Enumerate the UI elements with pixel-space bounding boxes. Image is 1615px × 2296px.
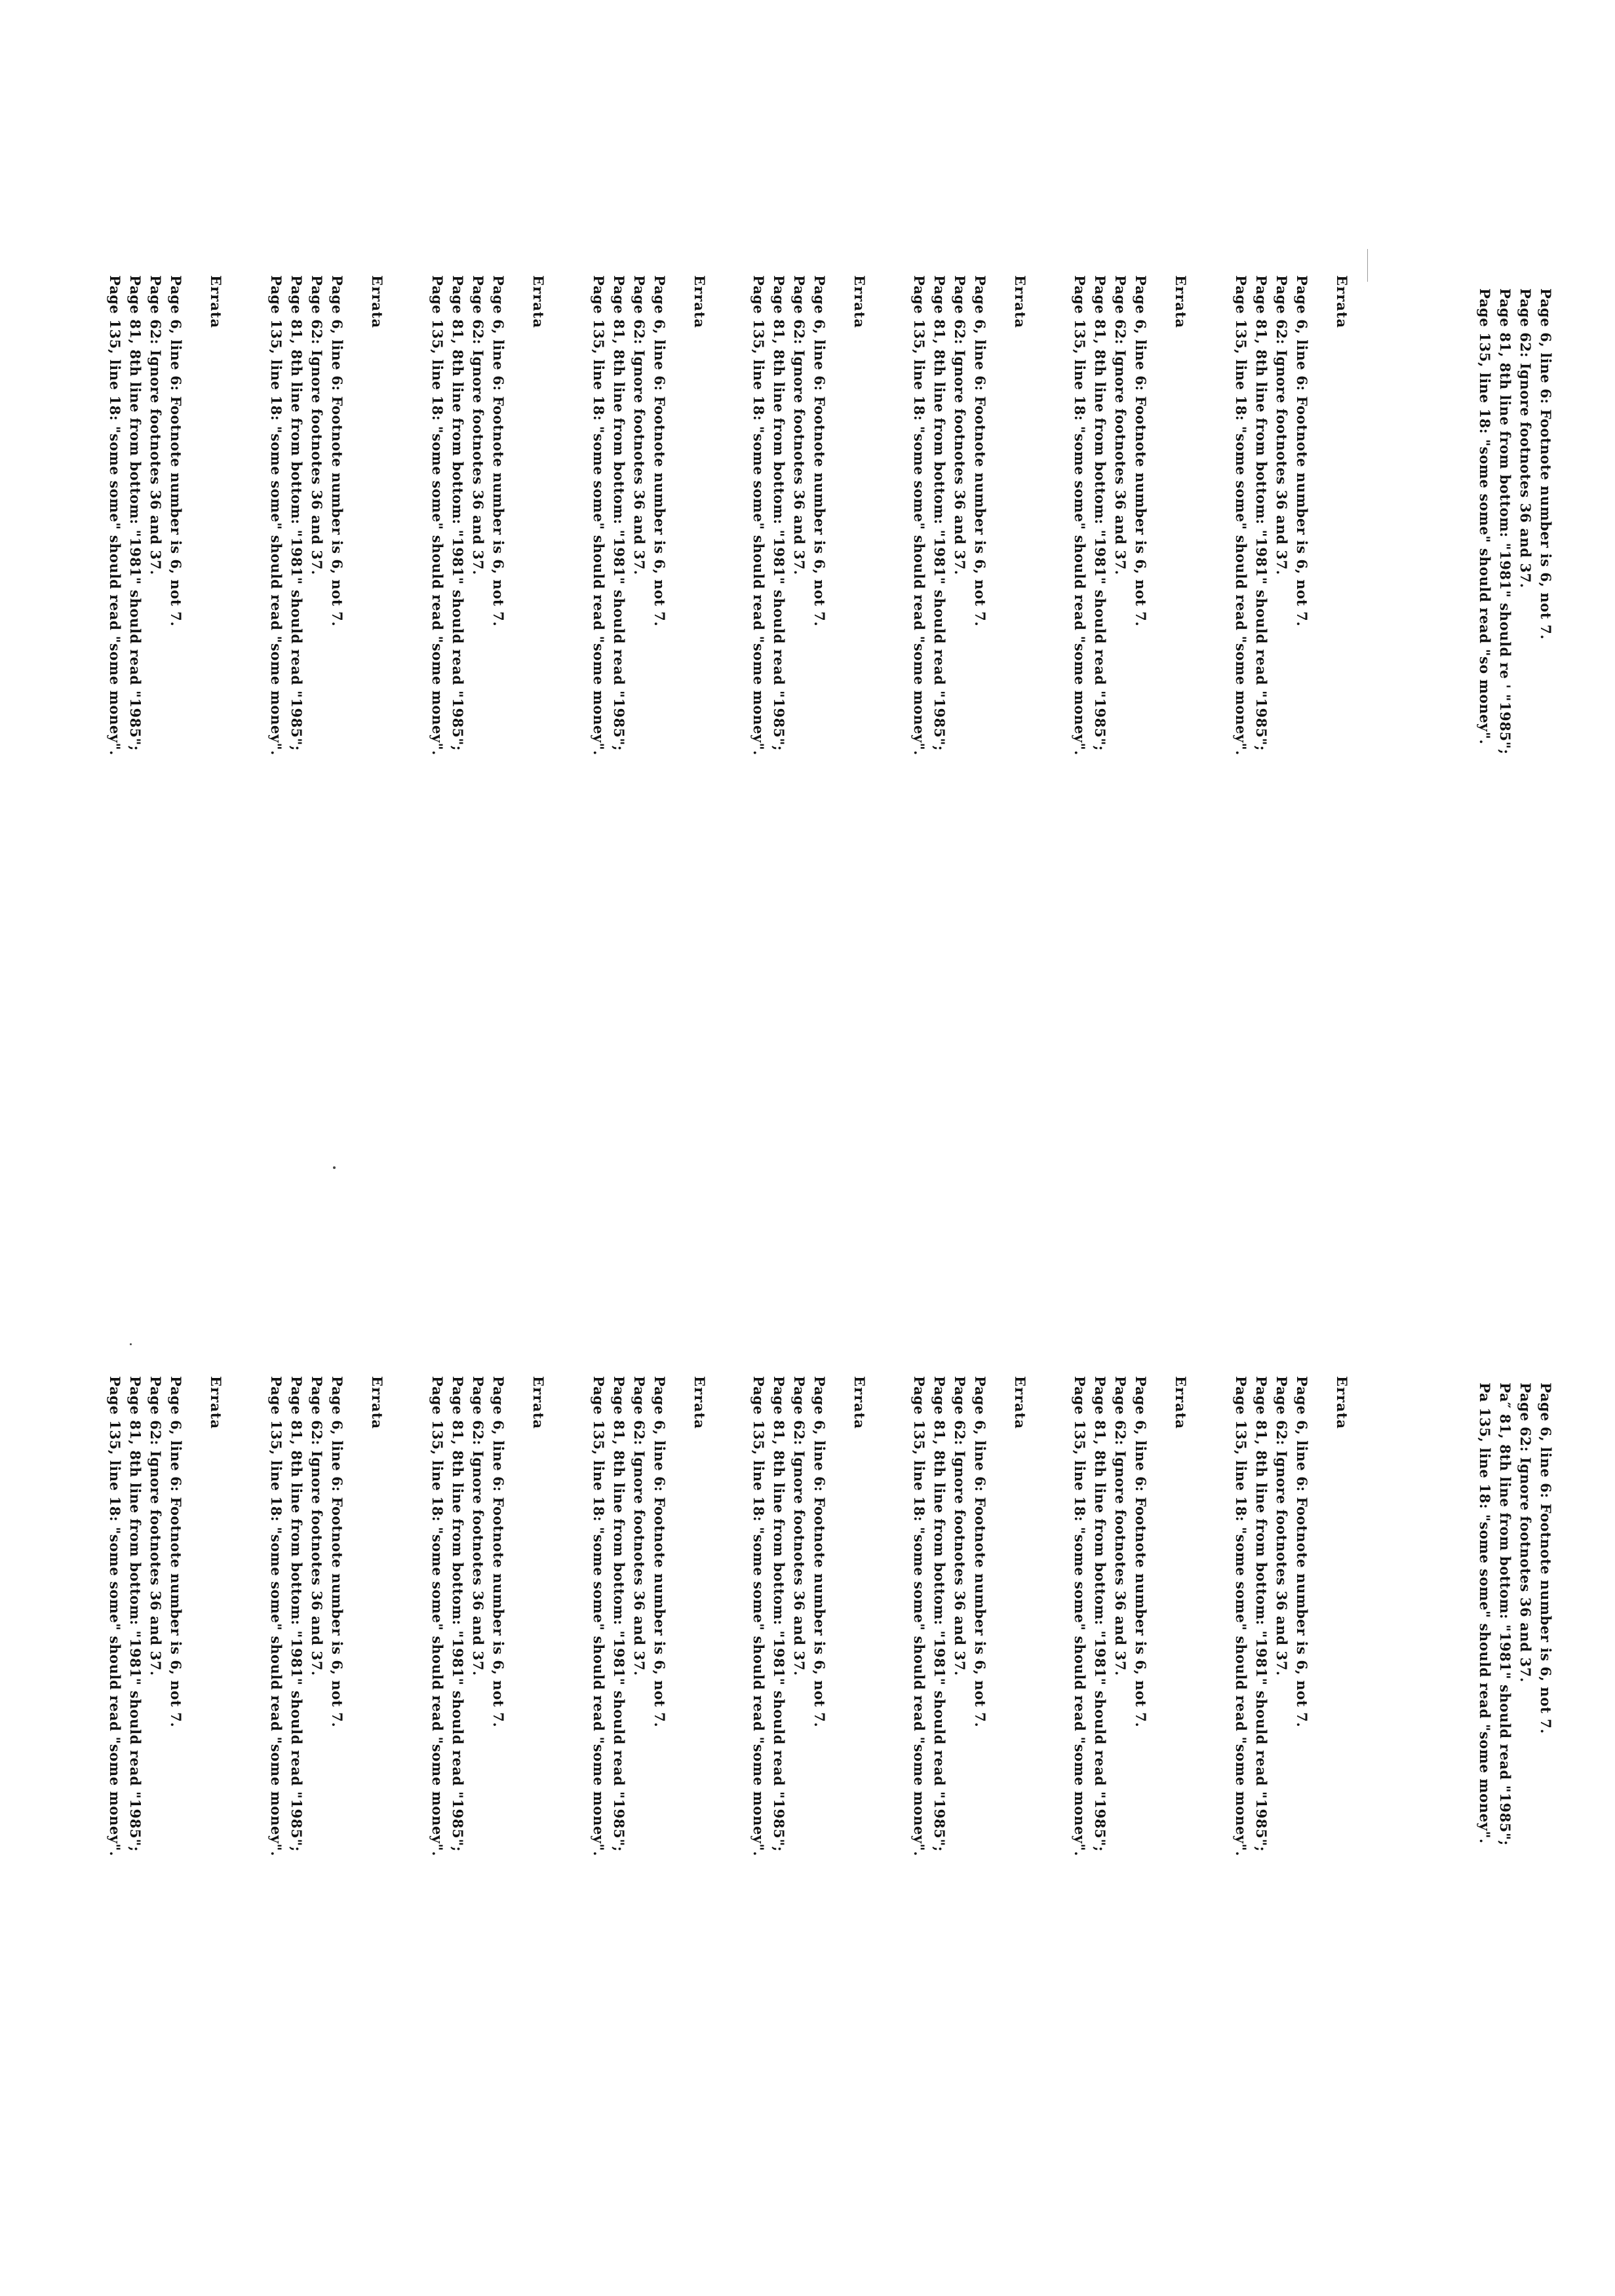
errata-line: Page 6, line 6: Footnote number is 6, not 7. — [1133, 1376, 1149, 1728]
errata-line: Page 62: Ignore footnotes 36 and 37. — [631, 1376, 648, 1676]
errata-line: Page 135, line 18: "some some" should read "some money". — [268, 1376, 284, 1857]
errata-block-bottom-4 — [909, 1376, 1030, 1856]
errata-line: Page 62: Ignore footnotes 36 and 37. — [1274, 1376, 1290, 1676]
errata-title: Errata — [1173, 1376, 1189, 1430]
errata-title: Errata — [1012, 1376, 1028, 1430]
errata-line: Pa″ 81, 8th line from bottom: "1981" should read "1985"; — [1497, 1383, 1513, 1846]
errata-line: Page 135, line 18: "some some" should read "some money". — [591, 275, 607, 756]
errata-line: Page 6, line 6: Footnote number is 6, not 7. — [1294, 1376, 1310, 1728]
errata-line: Page 62: Ignore footnotes 36 and 37. — [309, 275, 325, 575]
scan-mark — [1367, 249, 1368, 282]
errata-line: Page 6, line 6: Footnote number is 6, not 7. — [168, 1376, 184, 1728]
errata-block-top-7 — [427, 275, 549, 756]
errata-line: Page 6, line 6: Footnote number is 6, not 7. — [811, 1376, 828, 1728]
errata-line: Page 62: Ignore footnotes 36 and 37. — [1112, 1376, 1129, 1676]
errata-title: Errata — [1334, 275, 1350, 329]
errata-block-bottom-1 — [1475, 1383, 1576, 1846]
errata-line: Page 135, line 18: "some some" should read "some money". — [429, 1376, 446, 1857]
errata-line: Page 62: Ignore footnotes 36 and 37. — [791, 275, 808, 575]
errata-block-bottom-7 — [427, 1376, 549, 1856]
errata-line: Page 6, line 6: Footnote number is 6, not 7. — [329, 275, 345, 627]
errata-line: Page 135, line 18: "some some" should read "some money". — [429, 275, 446, 756]
errata-title: Errata — [691, 1376, 708, 1430]
errata-line: Page 135, line 18: "some some" should read "some money". — [911, 275, 927, 756]
errata-line: Page 62: Ignore footnotes 36 and 37. — [147, 1376, 164, 1676]
errata-block-bottom-9 — [105, 1376, 226, 1856]
errata-block-top-1 — [1475, 288, 1576, 755]
errata-line: Page 135, line 18: "some some" should read "some money". — [750, 275, 767, 756]
errata-title: Errata — [1012, 275, 1028, 329]
errata-line: Page 62: Ignore footnotes 36 and 37. — [1112, 275, 1129, 575]
errata-title: Errata — [691, 275, 708, 329]
errata-line: Page 81, 8th line from bottom: "1981" should re ' "1985"; — [1497, 288, 1513, 755]
scan-speck — [130, 1343, 132, 1345]
errata-line: Page 135, line 18: "some some" should read "some money". — [1072, 1376, 1088, 1857]
errata-block-top-3 — [1070, 275, 1191, 756]
errata-block-bottom-6 — [589, 1376, 710, 1856]
errata-line: Page 81, 8th line from bottom: "1981" should read "1985"; — [1253, 1376, 1270, 1852]
errata-line: Page 62: Ignore footnotes 36 and 37. — [791, 1376, 808, 1676]
errata-block-top-6 — [589, 275, 710, 756]
errata-line: Page 81, 8th line from bottom: "1981" should read "1985"; — [1253, 275, 1270, 752]
errata-title: Errata — [208, 1376, 224, 1430]
errata-title: Errata — [851, 1376, 868, 1430]
errata-line: Page 81, 8th line from bottom: "1981" should read "1985"; — [127, 275, 144, 752]
errata-block-top-2 — [1231, 275, 1352, 756]
errata-line: Page 81, 8th line from bottom: "1981" should read "1985"; — [771, 275, 787, 752]
errata-line: Page 6, line 6: Footnote number is 6, not 7. — [652, 275, 668, 627]
errata-line: Page 6, line 6: Footnote number is 6, not 7. — [329, 1376, 345, 1728]
errata-line: Page 6, line 6: Footnote number is 6, not 7. — [652, 1376, 668, 1728]
errata-title: Errata — [530, 275, 547, 329]
errata-title: Errata — [369, 275, 385, 329]
errata-line: Page 135, line 18: "some some" should read "some money". — [1072, 275, 1088, 756]
errata-line: Page 135, line 18: "some some" should read "so money". — [1477, 288, 1493, 745]
errata-line: Page 81, 8th line from bottom: "1981" should read "1985"; — [450, 275, 466, 752]
errata-title: Errata — [1334, 1376, 1350, 1430]
errata-block-top-5 — [749, 275, 870, 756]
errata-line: Page 135, line 18: "some some" should read "some money". — [1233, 275, 1249, 756]
errata-title: Errata — [208, 275, 224, 329]
errata-block-top-9 — [105, 275, 226, 756]
errata-line: Page 81, 8th line from bottom: "1981" should read "1985"; — [771, 1376, 787, 1852]
errata-title: Errata — [851, 275, 868, 329]
errata-line: Page 135, line 18: "some some" should read "some money". — [911, 1376, 927, 1857]
errata-block-bottom-8 — [266, 1376, 387, 1856]
errata-line: Page 62: Ignore footnotes 36 and 37. — [147, 275, 164, 575]
errata-line: Page 6, line 6: Footnote number is 6, not 7. — [1133, 275, 1149, 627]
errata-line: Page 81, 8th line from bottom: "1981" should read "1985"; — [931, 275, 948, 752]
errata-line: Page 81, 8th line from bottom: "1981" should read "1985"; — [450, 1376, 466, 1852]
errata-line: Page 135, line 18: "some some" should read "some money". — [107, 275, 123, 756]
errata-line: Page 6, line 6: Footnote number is 6, not 7. — [972, 1376, 988, 1728]
errata-line: Page 135, line 18: "some some" should read "some money". — [1233, 1376, 1249, 1857]
errata-line: Page 81, 8th line from bottom: "1981" should read "1985"; — [1092, 275, 1108, 752]
errata-line: Page 62: Ignore footnotes 36 and 37. — [1517, 1383, 1534, 1683]
errata-line: Page 62: Ignore footnotes 36 and 37. — [309, 1376, 325, 1676]
errata-line: Page 6, line 6: Footnote number is 6, not 7. — [1538, 288, 1554, 640]
errata-line: Page 62: Ignore footnotes 36 and 37. — [1517, 288, 1534, 588]
errata-block-bottom-2 — [1231, 1376, 1352, 1856]
errata-line: Page 6, line 6: Footnote number is 6, not 7. — [490, 1376, 507, 1728]
errata-line: Page 62: Ignore footnotes 36 and 37. — [470, 1376, 486, 1676]
errata-title: Errata — [369, 1376, 385, 1430]
errata-line: Page 62: Ignore footnotes 36 and 37. — [952, 1376, 968, 1676]
errata-title: Errata — [530, 1376, 547, 1430]
errata-line: Page 62: Ignore footnotes 36 and 37. — [952, 275, 968, 575]
errata-line: Page 62: Ignore footnotes 36 and 37. — [631, 275, 648, 575]
errata-line: Page 135, line 18: "some some" should read "some money". — [268, 275, 284, 756]
errata-line: Page 6, line 6: Footnote number is 6, not 7. — [1294, 275, 1310, 627]
errata-line: Page 81, 8th line from bottom: "1981" should read "1985"; — [931, 1376, 948, 1852]
errata-block-bottom-5 — [749, 1376, 870, 1856]
errata-line: Page 135, line 18: "some some" should read "some money". — [591, 1376, 607, 1857]
errata-block-top-4 — [909, 275, 1030, 756]
errata-line: Page 6, line 6: Footnote number is 6, not 7. — [490, 275, 507, 627]
errata-block-bottom-3 — [1070, 1376, 1191, 1856]
errata-line: Page 135, line 18: "some some" should read "some money". — [750, 1376, 767, 1857]
errata-line: Page 62: Ignore footnotes 36 and 37. — [470, 275, 486, 575]
scan-speck — [333, 1166, 336, 1169]
errata-title: Errata — [1173, 275, 1189, 329]
errata-line: Page 6, line 6: Footnote number is 6, not 7. — [1538, 1383, 1554, 1734]
errata-line: Page 135, line 18: "some some" should read "some money". — [107, 1376, 123, 1857]
errata-line: Page 6, line 6: Footnote number is 6, not 7. — [168, 275, 184, 627]
errata-line: Page 6, line 6: Footnote number is 6, not 7. — [811, 275, 828, 627]
errata-line: Page 81, 8th line from bottom: "1981" should read "1985"; — [288, 1376, 305, 1852]
errata-line: Page 62: Ignore footnotes 36 and 37. — [1274, 275, 1290, 575]
errata-line: Page 81, 8th line from bottom: "1981" should read "1985"; — [611, 275, 627, 752]
errata-line: Page 81, 8th line from bottom: "1981" should read "1985"; — [611, 1376, 627, 1852]
errata-line: Pa 135, line 18: "some some" should read "some money". — [1477, 1383, 1493, 1844]
errata-line: Page 6, line 6: Footnote number is 6, not 7. — [972, 275, 988, 627]
errata-block-top-8 — [266, 275, 387, 756]
errata-line: Page 81, 8th line from bottom: "1981" should read "1985"; — [127, 1376, 144, 1852]
errata-line: Page 81, 8th line from bottom: "1981" should read "1985"; — [1092, 1376, 1108, 1852]
errata-line: Page 81, 8th line from bottom: "1981" should read "1985"; — [288, 275, 305, 752]
